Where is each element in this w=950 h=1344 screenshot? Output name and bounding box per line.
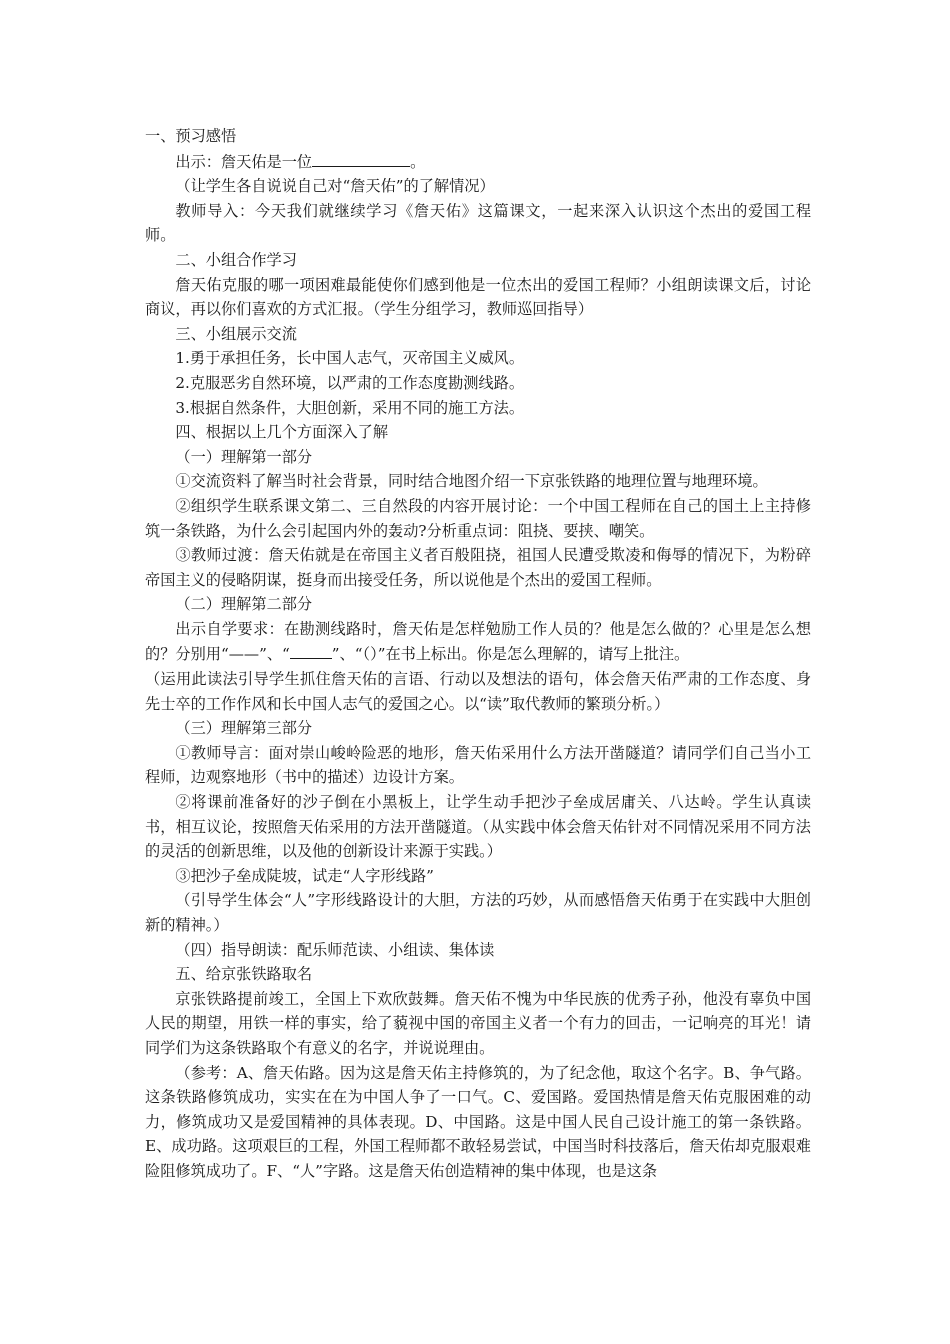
paragraph-show-prompt <box>145 149 811 175</box>
paragraph-sub1-3: ③教师过渡：詹天佑就是在帝国主义者百般阻挠，祖国人民遭受欺凌和侮辱的情况下，为粉碎帝国主义的侵略阴谋，挺身而出接受任务，所以说他是个杰出的爱国工程师。 <box>145 546 811 589</box>
section-heading-2: 二、小组合作学习 <box>175 250 297 269</box>
paragraph-sub3-4: （引导学生体会“人”字形线路设计的大胆，方法的巧妙，从而感悟詹天佑勇于在实践中大胆创新的精神。） <box>145 891 811 934</box>
paragraph-students-say: （让学生各自说说自己对“詹天佑”的了解情况） <box>175 177 495 196</box>
subsection-heading-2: （二）理解第二部分 <box>175 595 313 614</box>
fill-in-blank <box>312 149 410 167</box>
list-item-point-3: 3.根据自然条件，大胆创新，采用不同的施工方法。 <box>175 398 525 417</box>
paragraph-sub2-2: （运用此读法引导学生抓住詹天佑的言语、行动以及想法的语句，体会詹天佑严肃的工作态度、身先士卒的工作作风和长中国人志气的爱国之心。以“读”取代教师的繁琐分析。） <box>145 670 811 713</box>
underline-mark <box>290 641 332 659</box>
list-item-point-1: 1.勇于承担任务，长中国人志气，灭帝国主义威风。 <box>175 349 525 368</box>
show-prompt-prefix: 出示：詹天佑是一位 <box>175 152 313 171</box>
paragraph-sub1-2: ②组织学生联系课文第二、三自然段的内容开展讨论：一个中国工程师在自己的国土上主持修筑一条铁路，为什么会引起国内外的轰动?分析重点词：阻挠、要挟、嘲笑。 <box>145 496 811 540</box>
section-heading-1: 一、预习感悟 <box>145 127 237 145</box>
paragraph-naming-1: 京张铁路提前竣工，全国上下欢欣鼓舞。詹天佑不愧为中华民族的优秀子孙，他没有辜负中国人民的期望，用铁一样的事实，给了藐视中国的帝国主义者一个有力的回击，一记响亮的耳光！请同学们为这条铁路取个有意义的名字，并说说理由。 <box>145 989 811 1057</box>
sub2-text-a: 出示自学要求：在勘测线路时，詹天佑是怎样勉励工作人员的？他是怎么做的？心里是怎么想的？分别用“——”、“ <box>145 619 811 664</box>
paragraph-sub3-1: ①教师导言：面对崇山峻岭险恶的地形，詹天佑采用什么方法开凿隧道？请同学们自己当小工程师，边观察地形（书中的描述）边设计方案。 <box>145 743 811 787</box>
paragraph-sub1-1: ①交流资料了解当时社会背景，同时结合地图介绍一下京张铁路的地理位置与地理环境。 <box>175 472 768 491</box>
paragraph-group-study: 詹天佑克服的哪一项困难最能使你们感到他是一位杰出的爱国工程师？小组朗读课文后，讨论商议，再以你们喜欢的方式汇报。（学生分组学习，教师巡回指导） <box>145 275 811 319</box>
section-heading-4: 四、根据以上几个方面深入了解 <box>175 423 389 442</box>
show-prompt-suffix: 。 <box>410 152 426 171</box>
paragraph-sub3-2: ②将课前准备好的沙子倒在小黑板上，让学生动手把沙子垒成居庸关、八达岭。学生认真读书，相互议论，按照詹天佑采用的方法开凿隧道。（从实践中体会詹天佑针对不同情况采用不同方法的灵活的创新思维，以及他的创新设计来源于实践。） <box>145 793 811 861</box>
paragraph-sub3-3: ③把沙子垒成陡坡，试走“人字形线路” <box>175 866 434 885</box>
subsection-heading-4: （四）指导朗读：配乐师范读、小组读、集体读 <box>175 940 495 959</box>
paragraph-teacher-intro: 教师导入：今天我们就继续学习《詹天佑》这篇课文，一起来深入认识这个杰出的爱国工程师。 <box>145 201 811 245</box>
document-body <box>145 124 811 1184</box>
sub2-text-b: ”、“（）”在书上标出。你是怎么理解的，请写上批注。 <box>331 645 690 664</box>
subsection-heading-3: （三）理解第三部分 <box>175 719 313 738</box>
section-heading-5: 五、给京张铁路取名 <box>175 965 313 984</box>
list-item-point-2: 2.克服恶劣自然环境，以严肃的工作态度勘测线路。 <box>175 373 525 392</box>
section-heading-3: 三、小组展示交流 <box>175 324 297 343</box>
paragraph-sub2-1 <box>145 617 811 667</box>
paragraph-naming-2: （参考：A、詹天佑路。因为这是詹天佑主持修筑的，为了纪念他，取这个名字。B、争气路。这条铁路修筑成功，实实在在为中国人争了一口气。C、爱国路。爱国热情是詹天佑克服困难的动力，修筑成功又是爱国精神的具体表现。D、中国路。这是中国人民自己设计施工的第一条铁路。E、成功路。这项艰巨的工程，外国工程师都不敢轻易尝试，中国当时科技落后，詹天佑却克服艰难险阻修筑成功了。F、“人”字路。这是詹天佑创造精神的集中体现，也是这条 <box>145 1063 811 1180</box>
subsection-heading-1: （一）理解第一部分 <box>175 447 313 466</box>
